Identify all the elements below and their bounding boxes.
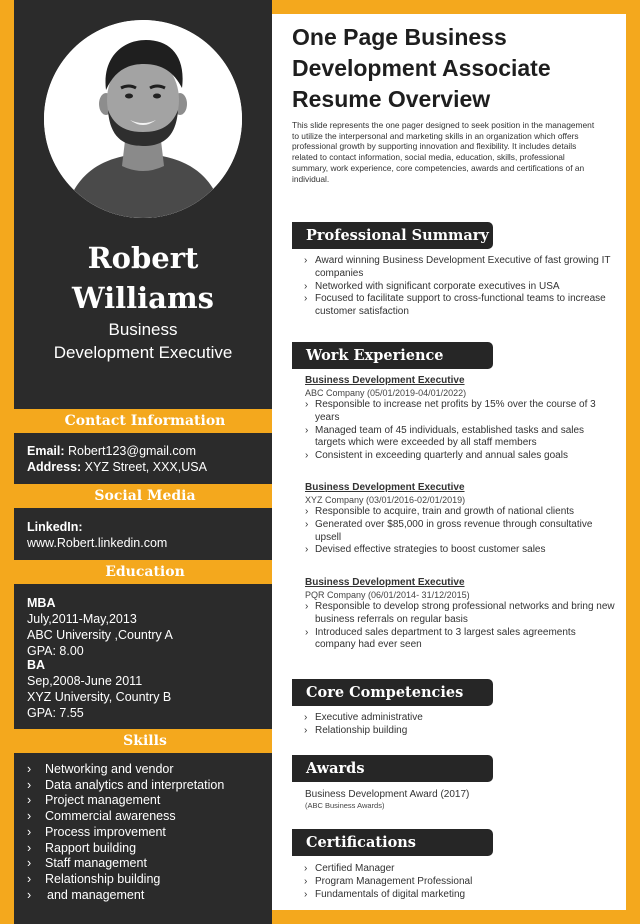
job-company: XYZ Company (03/01/2016-02/01/2019) [305, 495, 466, 505]
contact-email [27, 443, 196, 459]
left-sidebar [14, 0, 272, 924]
skills-heading: Skills [14, 729, 276, 753]
list-item: › Program Management Professional [304, 876, 614, 889]
list-item: › Generated over $85,000 in gross revenue through consultative upsell [305, 519, 615, 545]
job-title: Business Development Executive [305, 375, 465, 386]
list-item: › Award winning Business Development Executive of fast growing IT companies [304, 255, 614, 281]
page-title: One Page Business Development Associate Resume Overview [292, 24, 551, 112]
profile-photo [44, 20, 242, 218]
job-title: Business Development Executive [305, 482, 465, 493]
skills-list [27, 762, 224, 903]
main-content [272, 14, 626, 910]
list-item: › Relationship building [27, 872, 224, 888]
awards-heading: Awards [292, 755, 493, 782]
job-3 [305, 577, 615, 652]
list-item: › Project management [27, 793, 224, 809]
award-name: Business Development Award (2017) [305, 789, 470, 800]
role-line-1: Business [108, 320, 178, 339]
linkedin-url: www.Robert.linkedin.com [27, 536, 168, 550]
list-item: › Networking and vendor [27, 762, 224, 778]
list-item: › Responsible to develop strong professional networks and bring new business referrals on regular basis [305, 601, 615, 627]
list-item: › Managed team of 45 individuals, established tasks and sales targets which were exceeded by all staff members [305, 425, 615, 451]
list-item: › Fundamentals of digital marketing [304, 889, 614, 902]
contact-address [27, 459, 207, 475]
linkedin-label: LinkedIn: [27, 520, 83, 534]
award-issuer: (ABC Business Awards) [305, 801, 385, 810]
list-item: › Relationship building [304, 725, 614, 738]
list-item: › Responsible to acquire, train and growth of national clients [305, 506, 615, 519]
list-item: › Data analytics and interpretation [27, 778, 224, 794]
job-title: Business Development Executive [305, 577, 465, 588]
list-item: › Introduced sales department to 3 largest sales agreements company had ever seen [305, 627, 615, 653]
degree-1: MBA July,2011-May,2013 ABC University ,Country A GPA: 8.00 [27, 596, 173, 658]
job-company: ABC Company (05/01/2019-04/01/2022) [305, 388, 467, 398]
list-item: › Responsible to increase net profits by 15% over the course of 3 years [305, 399, 615, 425]
list-item: › Staff management [27, 856, 224, 872]
first-name: Robert [87, 241, 199, 275]
job-company: PQR Company (06/01/2014- 31/12/2015) [305, 590, 470, 600]
intro-text: This slide represents the one pager designed to seek position in the management to utilize the interpersonal and marketing skills in an organization which offers professional growth by supporting innovation and flexibility. It includes details related to contact information, social media, education, skills, professional summary, work experience, core competencies, awards and certifications of an individual. [292, 120, 595, 184]
job-1 [305, 375, 615, 463]
certifications-heading: Certifications [292, 829, 493, 856]
list-item: › Certified Manager [304, 863, 614, 876]
summary-list [304, 255, 614, 319]
address-label: Address: [27, 460, 82, 474]
social-heading: Social Media [14, 484, 276, 508]
contact-heading: Contact Information [14, 409, 276, 433]
email-label: Email: [27, 444, 65, 458]
list-item: › Process improvement [27, 825, 224, 841]
job-2 [305, 482, 615, 557]
last-name: Williams [72, 281, 214, 315]
degree-2: BA Sep,2008-June 2011 XYZ University, Country B GPA: 7.55 [27, 658, 172, 720]
list-item: › Devised effective strategies to boost customer sales [305, 544, 615, 557]
education-heading: Education [14, 560, 276, 584]
list-item: › Focused to facilitate support to cross-functional teams to increase customer satisfaction [304, 293, 614, 319]
person-portrait-icon [44, 20, 242, 218]
certifications-list [304, 863, 614, 901]
role-line-2: Development Executive [53, 343, 233, 362]
list-item: › Networked with significant corporate executives in USA [304, 281, 614, 294]
list-item: › Executive administrative [304, 712, 614, 725]
summary-heading: Professional Summary [292, 222, 493, 249]
list-item: › Consistent in exceeding quarterly and annual sales goals [305, 450, 615, 463]
competencies-heading: Core Competencies [292, 679, 493, 706]
list-item: › Commercial awareness [27, 809, 224, 825]
experience-heading: Work Experience [292, 342, 493, 369]
competencies-list [304, 712, 614, 738]
address-value: XYZ Street, XXX,USA [84, 460, 207, 474]
email-value: Robert123@gmail.com [68, 444, 197, 458]
list-item: › and management [27, 888, 224, 904]
list-item: › Rapport building [27, 841, 224, 857]
award-entry [305, 789, 605, 811]
